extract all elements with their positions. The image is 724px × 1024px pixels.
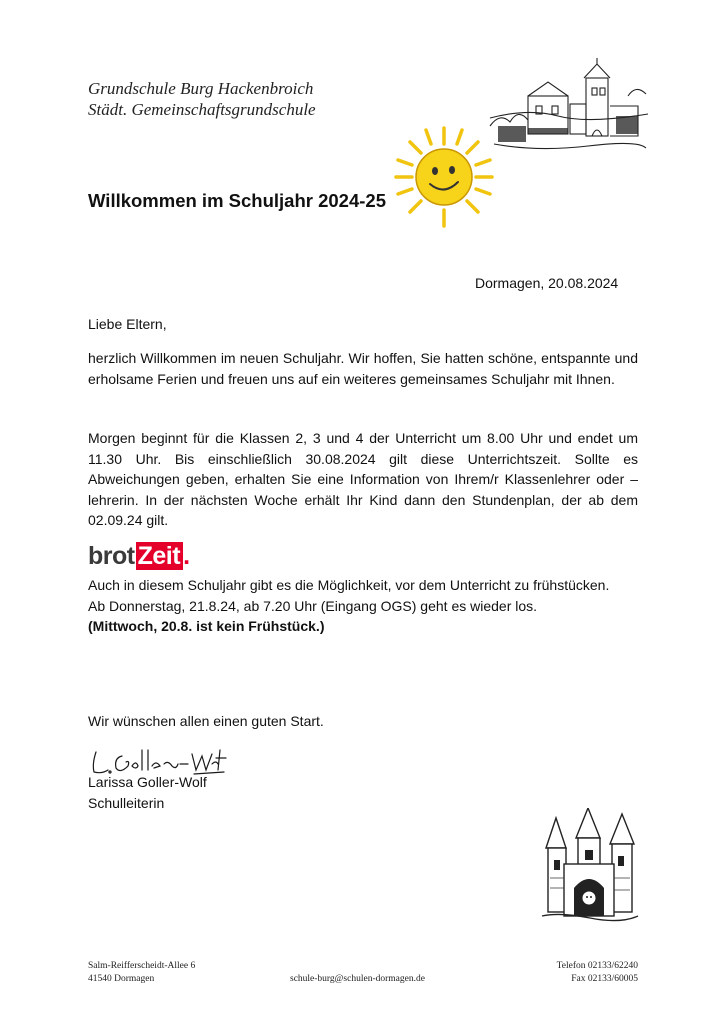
breakfast-line1: Auch in diesem Schuljahr gibt es die Möglichkeit, vor dem Unterricht zu frühstücken.	[88, 577, 610, 593]
school-name	[88, 78, 316, 120]
school-name-line1: Grundschule Burg Hackenbroich	[88, 79, 314, 98]
breakfast-paragraph	[88, 575, 638, 637]
brotzeit-logo-part2: Zeit	[136, 542, 183, 570]
closing-line: Wir wünschen allen einen guten Start.	[88, 713, 324, 729]
signer-role: Schulleiterin	[88, 794, 165, 811]
breakfast-line2: Ab Donnerstag, 21.8.24, ab 7.20 Uhr (Eingang OGS) geht es wieder los.	[88, 597, 538, 614]
castle-cartoon-illustration	[540, 808, 640, 928]
footer-address-line2: 41540 Dormagen	[88, 974, 155, 984]
footer-address	[88, 960, 195, 986]
intro-paragraph: herzlich Willkommen im neuen Schuljahr. Wir hoffen, Sie hatten schöne, entspannte und erholsame Ferien und freuen uns auf ein weiteres gemeinsames Schuljahr mit Ihnen.	[88, 350, 638, 387]
footer-contact	[557, 960, 638, 986]
footer-email: schule-burg@schulen-dormagen.de	[290, 974, 425, 984]
school-name-line2: Städt. Gemeinschaftsgrundschule	[88, 100, 316, 119]
dateline: Dormagen, 20.08.2024	[475, 275, 619, 291]
footer-phone: Telefon 02133/62240	[556, 961, 638, 971]
breakfast-note: (Mittwoch, 20.8. ist kein Frühstück.)	[88, 618, 325, 635]
brotzeit-logo-part1: brot	[88, 542, 135, 570]
castle-sketch-illustration	[488, 56, 650, 160]
footer-address-line1: Salm-Reifferscheidt-Allee 6	[88, 961, 196, 971]
greeting: Liebe Eltern,	[88, 316, 167, 332]
schedule-paragraph: Morgen beginnt für die Klassen 2, 3 und 4 der Unterricht um 8.00 Uhr und endet um 11.30 Uhr. Bis einschließlich 30.08.2024 gilt diese Unterrichtszeit. Sollte es Abweichungen geben, erhalten Sie eine Information von Ihrem/r Klassenlehrer oder –lehrerin. In der nächsten Woche erhält Ihr Kind dann den Stundenplan, der ab dem 02.09.24 gilt.	[88, 430, 638, 529]
signer-block	[88, 772, 207, 813]
signer-name: Larissa Goller-Wolf	[88, 774, 207, 790]
sun-drawing-icon	[392, 124, 496, 230]
brotzeit-logo-dot: .	[183, 542, 190, 570]
footer-fax: Fax 02133/60005	[571, 974, 638, 984]
brotzeit-logo	[88, 542, 190, 571]
page-title: Willkommen im Schuljahr 2024-25	[88, 190, 386, 211]
